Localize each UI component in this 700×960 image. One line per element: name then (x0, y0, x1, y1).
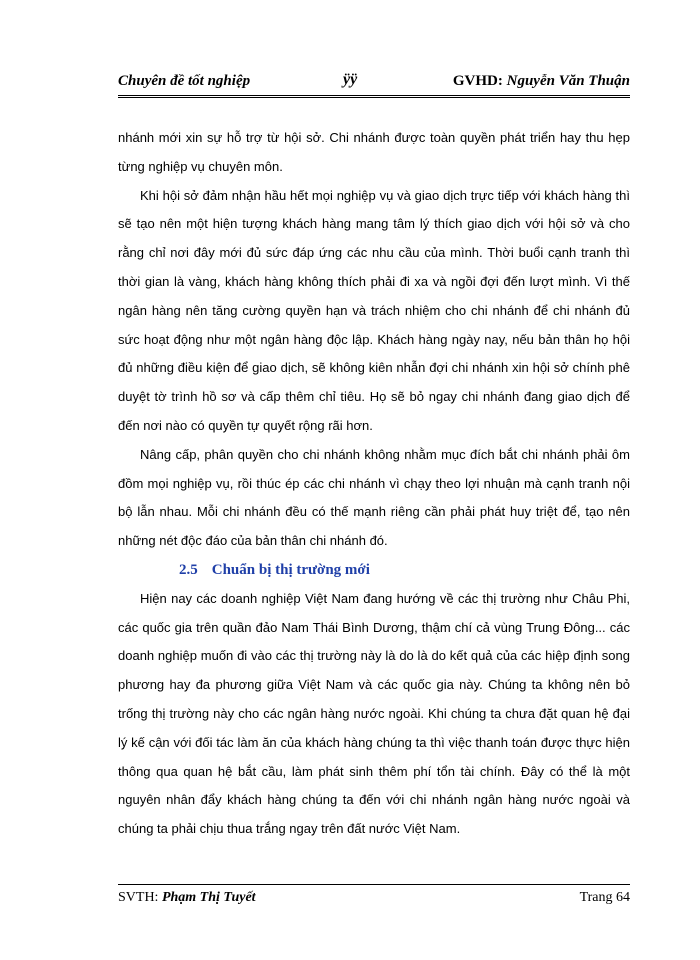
section-number: 2.5 (179, 561, 198, 578)
page-number: Trang 64 (579, 890, 630, 905)
page-footer (118, 890, 630, 910)
header-advisor-name: Nguyễn Văn Thuận (506, 73, 630, 89)
paragraph-3: Nâng cấp, phân quyền cho chi nhánh không nhằm mục đích bắt chi nhánh phải ôm đồm mọi nghiệp vụ, rồi thúc ép các chi nhánh vì chạy theo lợi nhuận mà cạnh tranh nội bộ lẫn nhau. Mỗi chi nhánh đều có thế mạnh riêng cần phải phát huy triệt để, tạo nên những nét độc đáo của bản thân chi nhánh đó. (118, 446, 630, 549)
footer-student-name: Phạm Thị Tuyết (161, 890, 256, 905)
paragraph-1: nhánh mới xin sự hỗ trợ từ hội sở. Chi nhánh được toàn quyền phát triển hay thu hẹp từng nghiệp vụ chuyên môn. (118, 130, 630, 174)
header-ornament: ÿÿ (343, 71, 358, 88)
paragraph-4: Hiện nay các doanh nghiệp Việt Nam đang hướng về các thị trường như Châu Phi, các quốc gia trên quần đảo Nam Thái Bình Dương, thậm chí cả vùng Trung Đông... các doanh nghiệp muốn đi vào các thị trường này là do là do kết quả của các hiệp định song phương hay đa phương giữa Việt Nam và các quốc gia này. Chúng ta không nên bỏ trống thị trường này cho các ngân hàng nước ngoài. Khi chúng ta chưa đặt quan hệ đại lý kế cận với đối tác làm ăn của khách hàng chúng ta thì việc thanh toán được thực hiện thông qua quan hệ bắt cầu, làm phát sinh thêm phí tổn tài chính. Đây có thể là một nguyên nhân đẩy khách hàng chúng ta đến với chi nhánh ngân hàng nước ngoài và chúng ta phải chịu thua trắng ngay trên đất nước Việt Nam. (118, 590, 630, 837)
footer-student (118, 890, 256, 906)
page-header (118, 71, 630, 93)
section-heading (118, 556, 630, 585)
page-body (118, 124, 630, 844)
paragraph-2: Khi hội sở đảm nhận hầu hết mọi nghiệp vụ và giao dịch trực tiếp với khách hàng thì sẽ tạo nên một hiện tượng khách hàng mang tâm lý thích giao dịch với hội sở và cho rằng chỉ nơi đây mới đủ sức đáp ứng các nhu cầu của mình. Thời buổi cạnh tranh thì thời gian là vàng, khách hàng không thích phải đi xa và ngồi đợi đến lượt mình. Vì thế ngân hàng nên tăng cường quyền hạn và trách nhiệm cho chi nhánh để chi nhánh đủ sức hoạt động như một ngân hàng độc lập. Khách hàng ngày nay, nếu bản thân họ hội đủ những điều kiện để giao dịch, sẽ không kiên nhẫn đợi chi nhánh xin hội sở chính phê duyệt tờ trình hồ sơ và cấp thêm chỉ tiêu. Họ sẽ bỏ ngay chi nhánh đang giao dịch để đến nơi nào có quyền tự quyết rộng rãi hơn. (118, 187, 630, 433)
header-advisor-label: GVHD: (452, 73, 503, 89)
section-title: Chuẩn bị thị trường mới (211, 561, 370, 578)
header-divider (118, 95, 630, 98)
header-advisor (453, 73, 630, 90)
header-document-type: Chuyên đề tốt nghiệp (118, 73, 251, 89)
footer-student-label: SVTH: (118, 890, 159, 905)
footer-divider (118, 884, 630, 885)
